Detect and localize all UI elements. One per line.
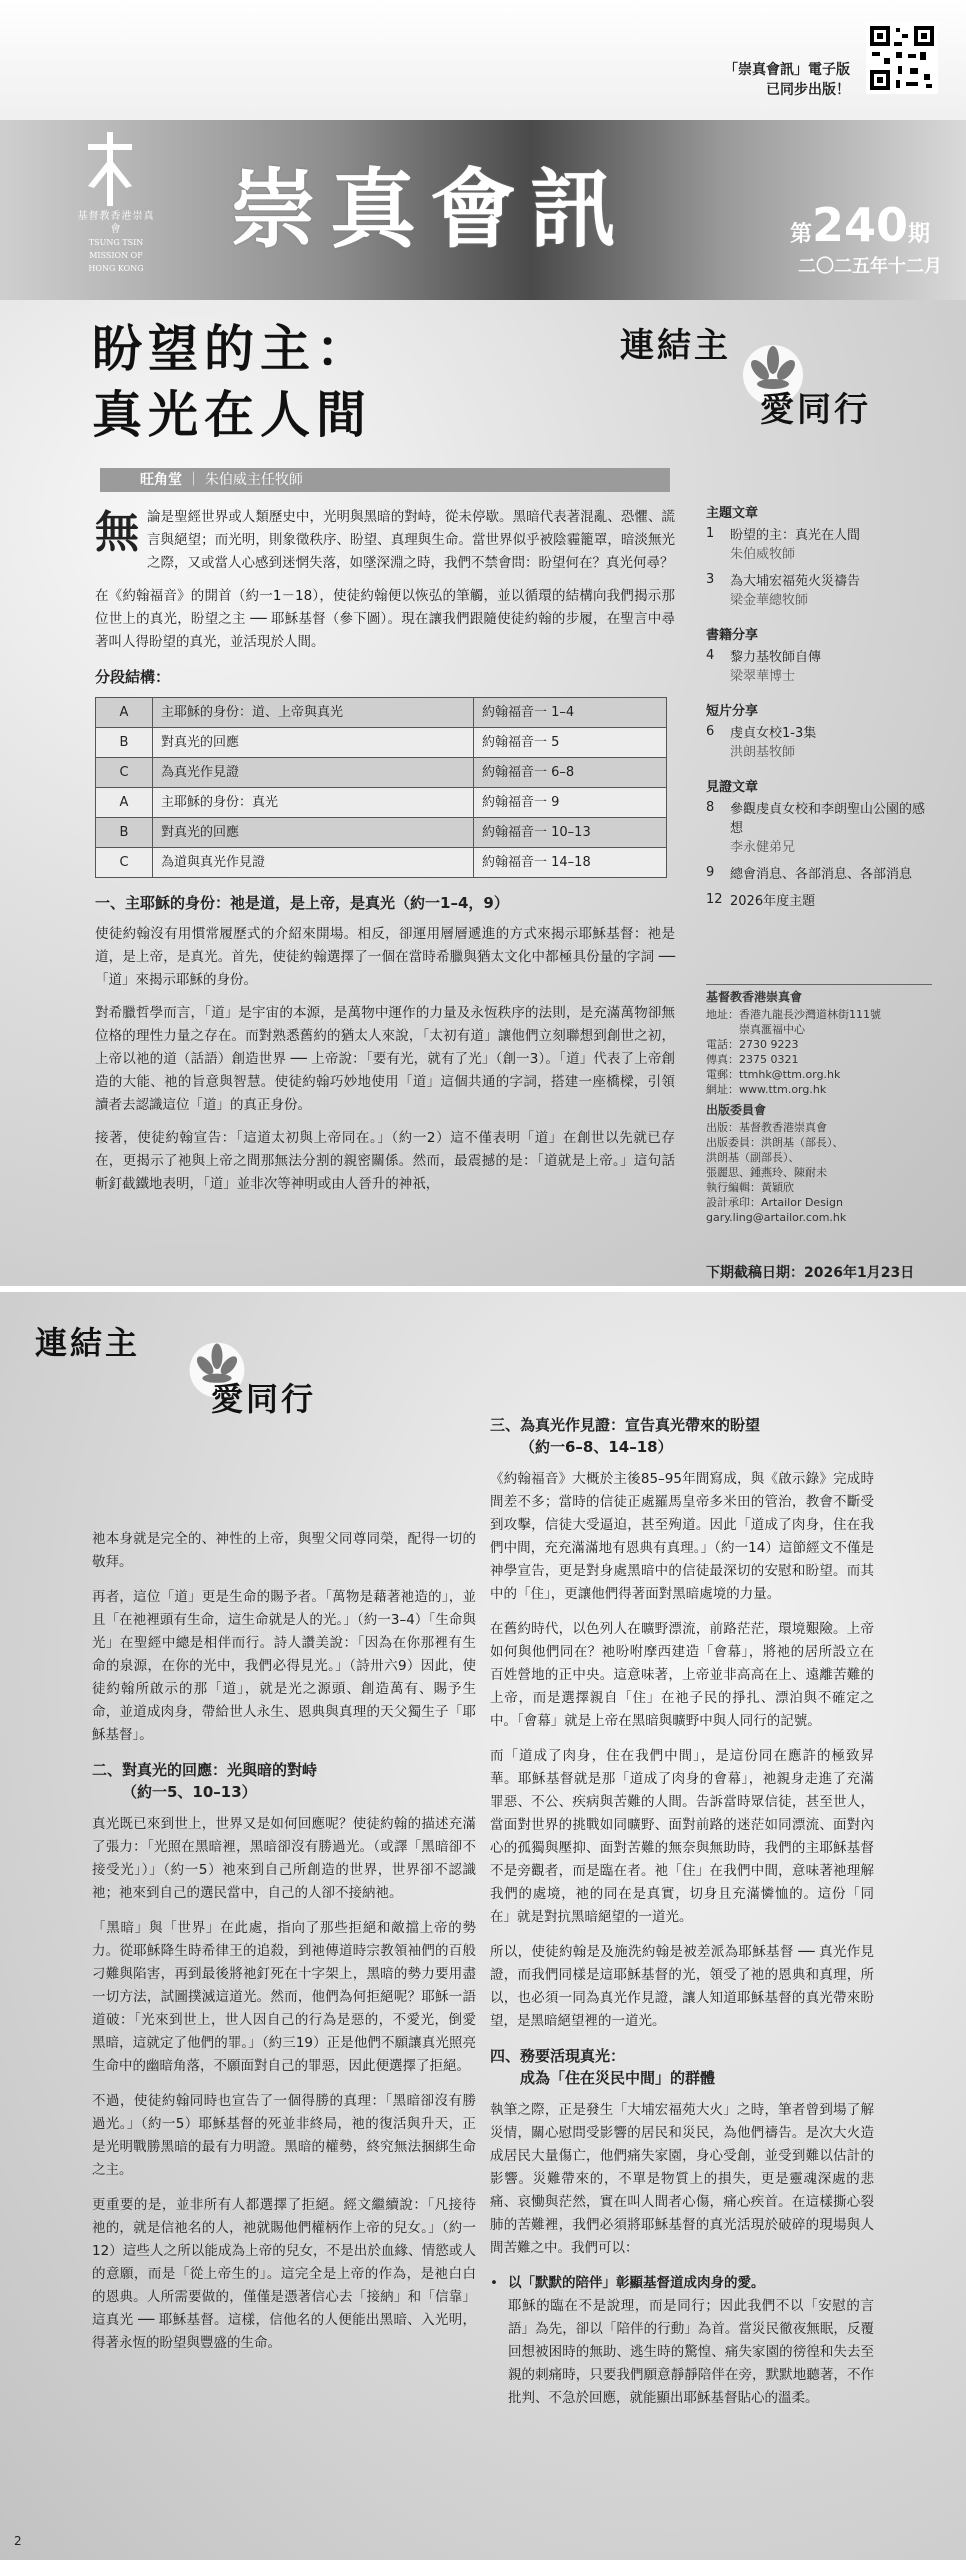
contents-item-author: 洪朗基牧師 [730, 745, 796, 760]
section1-heading: 一、主耶穌的身份：祂是道，是上帝，是真光（約一1–4，9） [95, 894, 509, 912]
article-body [95, 502, 675, 1206]
theme-badge [620, 310, 920, 460]
column-name: 旺角堂 [140, 472, 182, 488]
qr-note-line2: 已同步出版！ [766, 82, 850, 98]
segment-desc: 對真光的回應 [153, 818, 474, 848]
publisher-line: 電話：2730 9223 [706, 1038, 799, 1051]
committee-line: 張麗思、鍾燕玲、陳耐未 [706, 1166, 827, 1179]
contents-section-heading: 主題文章 [706, 506, 759, 521]
contents-item[interactable] [706, 892, 932, 911]
contents-item[interactable] [706, 572, 932, 610]
bullet-content [508, 2272, 874, 2410]
segment-ref: 約翰福音一 10–13 [474, 818, 667, 848]
contents-item[interactable] [706, 724, 932, 762]
intro-text: 論是聖經世界或人類歷史中，光明與黑暗的對峙，從未停歇。黑暗代表著混亂、恐懼、謊言與絕望；而光明，則象徵秩序、盼望、真理與生命。當世界似乎被陰霾籠罩，暗淡無光之際，又或當人心感到迷惘失落，如墜深淵之時，我們不禁會問：盼望何在？真光何尋？ [147, 509, 675, 571]
section3-paragraph-2: 在舊約時代，以色列人在曠野漂流，前路茫茫，環境艱險。上帝如何與他們同在？祂吩咐摩西建造「會幕」，將祂的居所設立在百姓營地的正中央。這意味著，上帝並非高高在上、遠離苦難的上帝，而是選擇親自「住」在祂子民的掙扎、漂泊與不確定之中。「會幕」就是上帝在黑暗與曠野中與人同行的記號。 [490, 1621, 874, 1729]
segment-row [96, 728, 667, 758]
contents-item-title: 總會消息、各部消息、各部消息 [730, 867, 913, 882]
contents-item-text [730, 572, 860, 610]
section4-heading-main: 四、務要活現真光： [490, 2047, 626, 2065]
committee-line: 出版委員：洪朗基（部長）、 [706, 1136, 844, 1149]
contents-item-title: 參觀虔貞女校和李朗聖山公園的感想 [730, 802, 926, 836]
segment-desc: 對真光的回應 [153, 728, 474, 758]
contents-item-author: 梁金華總牧師 [730, 593, 809, 608]
bullet-dot: • [490, 2275, 498, 2291]
theme-badge-page2-line1: 連結主 [35, 1324, 141, 1362]
page-divider [0, 1286, 966, 1292]
org-name-zh: 基督教香港崇真會 [77, 211, 155, 235]
segment-row [96, 818, 667, 848]
section1-paragraph-1: 使徒約翰沒有用慣常履歷式的介紹來開場。相反，卻運用層層遞進的方式來揭示耶穌基督：祂是道，是上帝，是真光。首先，使徒約翰選擇了一個在當時希臘與猶太文化中都極具份量的字詞 ──「道」來揭示耶穌的身份。 [95, 926, 675, 988]
author-bar [100, 468, 670, 492]
church-logo-icon [82, 130, 138, 208]
section4-paragraph-1: 執筆之際，正是發生「大埔宏福苑大火」之時，筆者曾到場了解災情，關心慰問受影響的居民和災民，為他們禱告。是次大火造成居民大量傷亡，他們痛失家園，身心受創，並受到難以估計的影響。災難帶來的，不單是物質上的損失，更是靈魂深處的悲痛、哀慟與茫然，實在叫人間者心傷，痛心疾首。在這樣撕心裂肺的苦難裡，我們必須將耶穌基督的真光活現於破碎的現場與人間苦難之中。我們可以： [490, 2102, 874, 2256]
article-title-line1: 盼望的主： [92, 319, 372, 378]
segment-code: B [96, 818, 153, 848]
segment-desc: 為真光作見證 [153, 758, 474, 788]
paragraph-2: 在《約翰福音》的開首（約一1－18），使徒約翰便以恢弘的筆觸，並以循環的結構向我們揭示那位世上的真光，盼望之主 ── 耶穌基督（參下圖）。現在讓我們跟隨使徒約翰的步履，在聖言中尋著叫人得盼望的真光，並活現於人間。 [95, 588, 675, 650]
contents-item-page: 6 [706, 724, 715, 739]
contents-item-title: 黎力基牧師自傳 [730, 650, 822, 665]
contents-section-heading: 短片分享 [706, 704, 759, 719]
section2-paragraph-1: 真光既已來到世上，世界又是如何回應呢？使徒約翰的描述充滿了張力：「光照在黑暗裡，黑暗卻沒有勝過光。（或譯「黑暗卻不接受光」）」（約一5）祂來到自己所創造的世界，世界卻不認識祂；祂來到自己的選民當中，自己的人卻不接納祂。 [92, 1816, 476, 1901]
publisher-line: 崇真滙福中心 [706, 1023, 805, 1036]
page2-right-column [490, 1404, 874, 2410]
intro-paragraph [95, 506, 675, 575]
deadline: 下期截稿日期：2026年1月23日 [706, 1265, 915, 1281]
bullet-body: 耶穌的臨在不是說理，而是同行；因此我們不以「安慰的言語」為先，卻以「陪伴的行動」為首。當災民徹夜無眠，反覆回想被困時的無助、逃生時的驚惶、痛失家園的徬徨和失去至親的刺痛時，只要我們願意靜靜陪伴在旁，默默地聽著，不作批判、不急於回應，就能顯出耶穌基督貼心的溫柔。 [508, 2298, 874, 2406]
segment-row [96, 758, 667, 788]
issue-number: 240 [812, 198, 909, 252]
segment-desc: 主耶穌的身份：真光 [153, 788, 474, 818]
publisher-line: 傳真：2375 0321 [706, 1053, 799, 1066]
section2-heading-sub: （約一5、10–13） [122, 1783, 257, 1801]
qr-code-icon[interactable] [866, 22, 938, 94]
sidebar-divider [706, 984, 932, 985]
publisher-line: 網址：www.ttm.org.hk [706, 1083, 827, 1096]
section4-heading [490, 2045, 874, 2089]
contents-item[interactable] [706, 648, 932, 686]
segment-ref: 約翰福音一 5 [474, 728, 667, 758]
contents-section-heading: 見證文章 [706, 780, 759, 795]
contents-item-title: 為大埔宏福苑火災禱告 [730, 574, 861, 589]
section2-paragraph-3: 不過，使徒約翰同時也宣告了一個得勝的真理：「黑暗卻沒有勝過光。」（約一5）耶穌基督的死並非終局，祂的復活與升天，正是光明戰勝黑暗的最有力明證。黑暗的權勢，終究無法捆綁生命之主。 [92, 2093, 476, 2178]
article-title [92, 316, 612, 448]
contents-item-text [730, 526, 860, 564]
dropcap: 無 [95, 507, 139, 558]
contents-sidebar [706, 502, 932, 919]
segment-row [96, 788, 667, 818]
p2-left-paragraph-2: 再者，這位「道」更是生命的賜予者。「萬物是藉著祂造的」，並且「在祂裡頭有生命，這生命就是人的光。」（約一3–4）「生命與光」在聖經中總是相伴而行。詩人讚美說：「因為在你那裡有生命的泉源，在你的光中，我們必得見光。」（詩卅六9）因此，使徒約翰所啟示的那「道」，就是光之源頭、創造萬有、賜予生命，並道成肉身，帶給世人永生、恩典與真理的天父獨生子「耶穌基督」。 [92, 1589, 476, 1743]
segment-desc: 主耶穌的身份：道、上帝與真光 [153, 698, 474, 728]
contents-item[interactable] [706, 865, 932, 884]
contents-item-page: 8 [706, 800, 715, 815]
contents-item-title: 盼望的主：真光在人間 [730, 528, 861, 543]
contents-item-text [730, 892, 815, 911]
segment-row [96, 698, 667, 728]
section2-paragraph-2: 「黑暗」與「世界」在此處，指向了那些拒絕和敵擋上帝的勢力。從耶穌降生時希律王的追殺，到祂傳道時宗教領袖們的百般刁難與陷害，再到最後將祂釘死在十字架上，黑暗的勢力要用盡一切方法，試圖撲滅這道光。然而，他們為何拒絕呢？耶穌一語道破：「光來到世上，世人因自己的行為是惡的，不愛光，倒愛黑暗，這就定了他們的罪。」（約三19）正是他們不願讓真光照亮生命中的幽暗角落，不願面對自己的罪惡，因此便選擇了拒絕。 [92, 1920, 476, 2074]
segment-desc: 為道與真光作見證 [153, 848, 474, 878]
theme-badge-page2 [35, 1318, 355, 1438]
masthead-title: 崇真會訊 [230, 159, 630, 260]
section2-heading [92, 1759, 476, 1803]
section2-heading-main: 二、對真光的回應：光與暗的對峙 [92, 1761, 318, 1779]
segment-code: A [96, 698, 153, 728]
article-title-line2: 真光在人間 [92, 385, 372, 444]
segment-row [96, 848, 667, 878]
qr-note-line1: 「崇真會訊」電子版 [724, 62, 850, 78]
section3-paragraph-4: 所以，使徒約翰是及施洗約翰是被差派為耶穌基督 ── 真光作見證，而我們同樣是這耶穌基督的光，領受了祂的恩典和真理，所以，也必須一同為真光作見證，讓人知道耶穌基督的真光帶來盼望，是黑暗絕望裡的一道光。 [490, 1944, 874, 2029]
contents-item-page: 3 [706, 572, 715, 587]
contents-item-page: 4 [706, 648, 715, 663]
section3-heading [490, 1414, 874, 1458]
contents-item-author: 朱伯威牧師 [730, 547, 796, 562]
contents-item[interactable] [706, 526, 932, 564]
committee-line: 出版：基督教香港崇真會 [706, 1121, 827, 1134]
contents-item-author: 梁翠華博士 [730, 669, 796, 684]
section4-heading-sub: 成為「住在災民中間」的群體 [520, 2069, 716, 2087]
segment-code: B [96, 728, 153, 758]
section2-paragraph-4: 更重要的是，並非所有人都選擇了拒絕。經文繼續說：「凡接待祂的，就是信祂名的人，祂就賜他們權柄作上帝的兒女。」（約一12）這些人之所以能成為上帝的兒女，不是出於血緣、情慾或人的意願，而是「從上帝生的」。這完全是上帝的作為，是祂白白的恩典。人所需要做的，僅僅是憑著信心去「接納」和「信靠」這真光 ── 耶穌基督。這樣，信他名的人便能出黑暗、入光明，得著永恆的盼望與豐盛的生命。 [92, 2197, 476, 2351]
committee-heading: 出版委員會 [706, 1103, 767, 1117]
section3-heading-sub: （約一6–8、14–18） [520, 1438, 673, 1456]
issue-number-block [790, 198, 930, 252]
publisher-info [706, 990, 932, 1225]
issue-date: 二〇二五年十二月 [798, 256, 942, 277]
segment-heading: 分段結構： [95, 668, 171, 686]
segment-table [95, 697, 667, 878]
section3-paragraph-3: 而「道成了肉身，住在我們中間」，是這份同在應許的極致昇華。耶穌基督就是那「道成了肉身的會幕」，祂親身走進了充滿罪惡、不公、疾病與苦難的人間。告訴當時眾信徒，甚至世人，當面對世界的挑戰如同曠野、面對前路的迷茫如同漂流、面對內心的孤獨與壓抑、面對苦難的無奈與無助時，我們的主耶穌基督不是旁觀者，而是臨在者。祂「住」在我們中間，意味著祂理解我們的處境，祂的同在是真實，切身且充滿憐恤的。這份「同在」就是對抗黑暗絕望的一道光。 [490, 1748, 874, 1925]
qr-note [710, 60, 850, 100]
segment-code: C [96, 758, 153, 788]
contents-item-title: 2026年度主題 [730, 894, 816, 909]
publisher-line: 地址：香港九龍長沙灣道林街111號 [706, 1008, 881, 1021]
page-number: 2 [14, 2534, 22, 2548]
section3-paragraph-1: 《約翰福音》大概於主後85–95年間寫成，與《啟示錄》完成時間差不多；當時的信徒正處羅馬皇帝多米田的管治，教會不斷受到攻擊，信徒大受逼迫，甚至殉道。因此「道成了肉身，住在我們中間，充充滿滿地有恩典有真理。」（約一14）這節經文不僅是神學宣告，更是對身處黑暗中的信徒最深切的安慰和盼望。而其中的「住」，更讓他們得著面對黑暗處境的力量。 [490, 1471, 874, 1602]
contents-item-text [730, 800, 932, 857]
contents-item-text [730, 865, 912, 884]
bullet-item [490, 2272, 874, 2410]
committee-line: 設計承印：Artailor Design [706, 1196, 843, 1209]
committee-line: 洪朗基（副部長）、 [706, 1151, 800, 1164]
contents-item-author: 李永健弟兄 [730, 840, 796, 855]
theme-badge-line1: 連結主 [620, 326, 731, 366]
contents-item-text [730, 724, 816, 762]
theme-badge-line2: 愛同行 [760, 390, 871, 430]
org-name [76, 210, 156, 275]
contents-item-page: 9 [706, 865, 715, 880]
bar-separator: ｜ [186, 472, 205, 488]
contents-section-heading: 書籍分享 [706, 628, 759, 643]
author-name: 朱伯威主任牧師 [204, 472, 303, 488]
page2-left-column [92, 1528, 476, 2367]
contents-item-title: 虔貞女校1-3集 [730, 726, 817, 741]
org-name-en: TSUNG TSIN MISSION OF HONG KONG [88, 238, 144, 273]
segment-code: C [96, 848, 153, 878]
section3-heading-main: 三、為真光作見證：宣告真光帶來的盼望 [490, 1416, 761, 1434]
segment-code: A [96, 788, 153, 818]
section1-paragraph-3: 接著，使徒約翰宣告：「這道太初與上帝同在。」（約一2）這不僅表明「道」在創世以先就已存在，更揭示了祂與上帝之間那無法分割的親密關係。然而，最震撼的是：「道就是上帝。」這句話斬釘截鐵地表明，「道」並非次等神明或由人晉升的神祇， [95, 1130, 675, 1192]
publisher-heading: 基督教香港崇真會 [706, 990, 803, 1004]
issue-prefix: 第 [790, 222, 813, 247]
segment-ref: 約翰福音一 6–8 [474, 758, 667, 788]
contents-item-page: 1 [706, 526, 715, 541]
theme-badge-page2-line2: 愛同行 [211, 1380, 317, 1418]
contents-item-text [730, 648, 821, 686]
section1-paragraph-2: 對希臘哲學而言，「道」是宇宙的本源，是萬物中運作的力量及永恆秩序的法則，是充滿萬物卻無位格的理性力量之存在。而對熟悉舊約的猶太人來說，「太初有道」讓他們立刻聯想到創世之初，上帝以祂的道（話語）創造世界 ── 上帝說：「要有光，就有了光」（創一3）。「道」代表了上帝創造的大能、祂的旨意與智慧。使徒約翰巧妙地使用「道」這個共通的字詞，搭建一座橋樑，引領讀者去認識這位「道」的真正身份。 [95, 1005, 675, 1113]
issue-suffix: 期 [908, 222, 931, 247]
segment-ref: 約翰福音一 1–4 [474, 698, 667, 728]
segment-ref: 約翰福音一 9 [474, 788, 667, 818]
committee-line: gary.ling@artailor.com.hk [706, 1211, 847, 1224]
bullet-title: 以「默默的陪伴」彰顯基督道成肉身的愛。 [508, 2275, 765, 2291]
contents-item-page: 12 [706, 892, 723, 907]
p2-left-paragraph-1: 祂本身就是完全的、神性的上帝，與聖父同尊同榮，配得一切的敬拜。 [92, 1531, 476, 1570]
publisher-line: 電郵：ttmhk@ttm.org.hk [706, 1068, 841, 1081]
committee-line: 執行編輯：黃穎欣 [706, 1181, 794, 1194]
segment-ref: 約翰福音一 14–18 [474, 848, 667, 878]
contents-item[interactable] [706, 800, 932, 857]
